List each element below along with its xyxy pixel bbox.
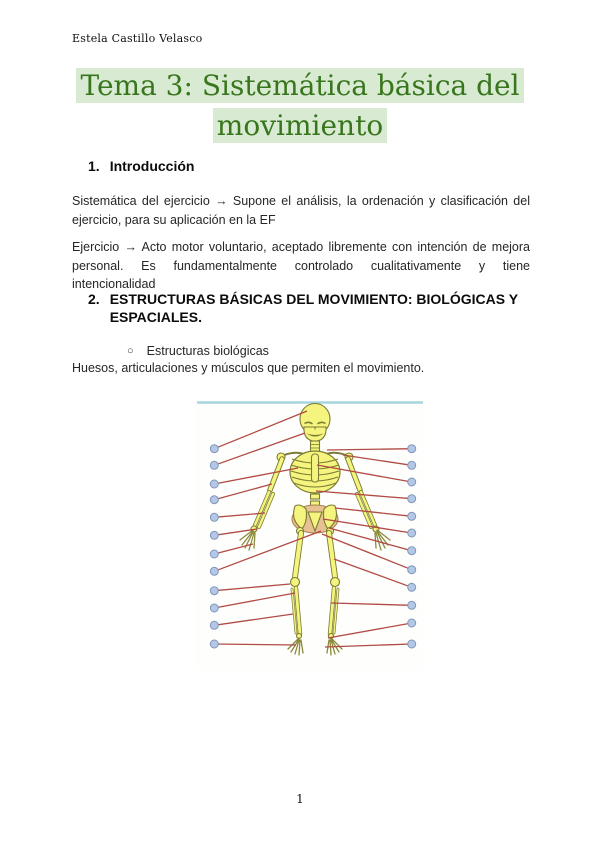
label-dot: [408, 461, 416, 469]
section-2-number: 2.: [88, 291, 100, 307]
label-dot: [210, 445, 218, 453]
title-line-1: Tema 3: Sistemática básica del: [76, 68, 523, 103]
label-dot: [408, 619, 416, 627]
label-dot: [408, 478, 416, 486]
paragraph-sistematica: Sistemática del ejercicio → Supone el análisis, la ordenación y clasificación del ejercicio, para su aplicación en la EF: [72, 194, 530, 227]
label-dot: [210, 461, 218, 469]
label-dot: [210, 567, 218, 575]
label-dot: [210, 550, 218, 558]
label-dot: [408, 547, 416, 555]
page-number: 1: [296, 792, 304, 806]
circle-bullet-icon: ○: [127, 344, 134, 357]
label-dot: [408, 512, 416, 520]
label-dot: [408, 495, 416, 503]
section-1-heading-text: Introducción: [109, 158, 195, 174]
section-1-heading: [88, 157, 194, 175]
paragraph-huesos: Huesos, articulaciones y músculos que permiten el movimiento.: [72, 361, 425, 375]
label-dot: [210, 496, 218, 504]
label-dot: [210, 531, 218, 539]
label-dot: [408, 529, 416, 537]
label-dot: [210, 640, 218, 648]
page-title: [0, 66, 600, 146]
label-dot: [210, 604, 218, 612]
title-line-2: movimiento: [213, 108, 387, 143]
label-dot: [408, 640, 416, 648]
label-dot: [408, 566, 416, 574]
section-2-heading: [88, 290, 530, 326]
bullet-item-estructuras-biologicas: [127, 344, 269, 358]
bullet-label: Estructuras biológicas: [146, 344, 269, 358]
label-dot: [408, 601, 416, 609]
skeleton-diagram-svg: [195, 398, 425, 670]
label-dot: [210, 480, 218, 488]
label-dot: [210, 513, 218, 521]
label-dot: [408, 583, 416, 591]
section-1-number: 1.: [88, 158, 100, 174]
paragraph-ejercicio: Ejercicio → Acto motor voluntario, aceptado libremente con intención de mejora personal. Es fundamentalmente controlado cualitativamente y tiene intencionalidad: [72, 240, 530, 291]
label-dot: [210, 587, 218, 595]
section-2-heading-text: ESTRUCTURAS BÁSICAS DEL MOVIMIENTO: BIOLÓGICAS Y ESPACIALES.: [109, 291, 518, 325]
skeleton-figure: [195, 398, 425, 670]
label-dot: [210, 621, 218, 629]
label-dot: [408, 445, 416, 453]
author-header: Estela Castillo Velasco: [72, 32, 203, 45]
